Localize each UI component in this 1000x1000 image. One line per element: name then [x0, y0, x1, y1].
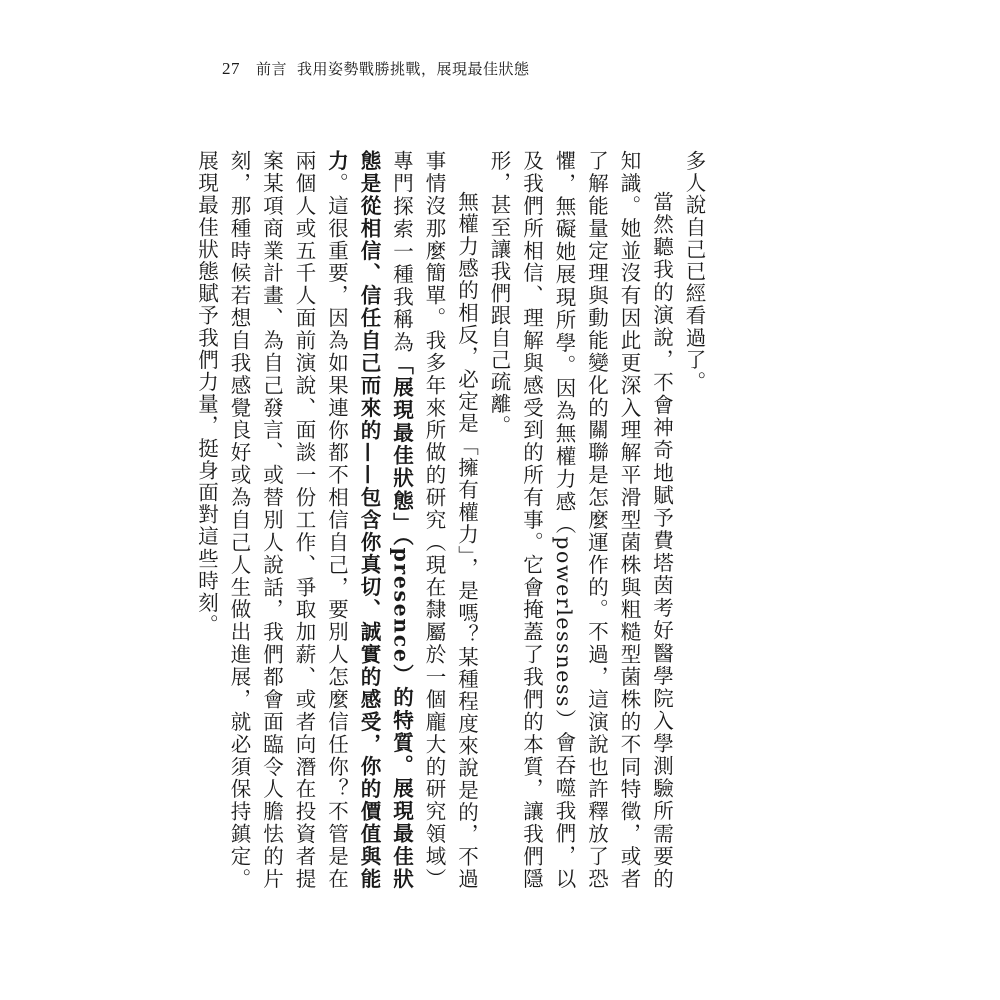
body-text	[190, 150, 710, 890]
running-header	[222, 60, 530, 78]
paragraph-1	[678, 150, 711, 890]
chapter-title: 我用姿勢戰勝挑戰，展現最佳狀態	[297, 60, 530, 78]
page-number: 27	[222, 59, 240, 78]
text-segment: 無權力感的相反，必定是「擁有權力」，是嗎？某種程度來說是的，不過事情沒那麼簡單。我多年來所做的研究（現在隸屬於一個龐大的研究領域）專門探索一種我稱為	[389, 150, 479, 890]
chapter-label: 前言	[256, 60, 288, 78]
text-segment: 當然聽我的演說，不會神奇地賦予費塔茵考好醫學院入學測驗所需要的知識。她並沒有因此更深入理解平滑型菌株與粗糙型菌株的不同特徵，或者了解能量定理與動能變化的關聯是怎麼運作的。不過，這演說也許釋放了恐懼，無礙她展現所學。因為無權力感（powerlessness）會吞噬我們，以及我們所相信、理解與感受到的所有事。它會掩蓋了我們的本質，讓我們隱形，甚至讓我們跟自己疏離。	[487, 150, 674, 890]
text-segment: 。這很重要，因為如果連你都不相信自己，要別人怎麼信任你？不管是在兩個人或五千人面前演說、面談一份工作、爭取加薪、或者向潛在投資者提案某項商業計畫、為自己發言、或替別人說話，我們都會面臨令人膽怯的片刻，那種時候若想自我感覺良好或為自己人生做出進展，就必須保持鎮定。展現最佳狀態賦予我們力量，挺身面對這些時刻。	[194, 150, 349, 890]
paragraph-3	[190, 150, 483, 890]
text-segment: 多人說自己已經看過了。	[682, 150, 706, 394]
paragraph-2	[483, 150, 678, 890]
bold-text-segment: 「展現最佳狀態」（presence）的特質。展現最佳狀態是從相信、信任自己而來的——包含你真切、誠實的感受，你的價值與能力	[324, 150, 414, 891]
